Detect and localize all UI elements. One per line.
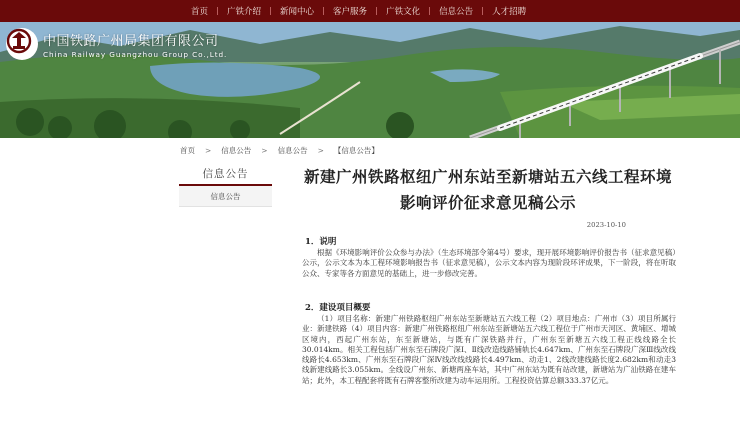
brand-name-en: China Railway Guangzhou Group Co.,Ltd.: [43, 49, 228, 59]
brand-logo[interactable]: [6, 28, 227, 60]
railway-logo-icon: [6, 28, 38, 60]
nav-item-news[interactable]: 新闻中心: [280, 7, 315, 17]
breadcrumb-arrow-icon: >: [205, 145, 212, 155]
breadcrumb-arrow-icon: >: [317, 145, 324, 155]
article-date: 2023-10-10: [586, 221, 626, 229]
section-body: 根据《环境影响评价公众参与办法》（生态环境部令第4号）要求，现开展环境影响评价报告书（征求意见稿）公示，公示文本为本工程环境影响报告书（征求意见稿），公示文本内容为现阶段环评成果，下一阶段，将在听取公众、专家等各方面意见的基础上，进一步修改完善。: [302, 248, 676, 278]
brand-text: [43, 30, 227, 59]
article: [296, 164, 680, 385]
top-nav-items: [182, 0, 535, 22]
top-nav-bar: [0, 0, 740, 22]
sidebar-title: 信息公告: [179, 162, 272, 186]
breadcrumb-announcements[interactable]: 信息公告: [221, 145, 252, 155]
section-heading: 2．建设项目概要: [305, 303, 371, 313]
breadcrumb: [180, 144, 379, 156]
section-body: （1）项目名称：新建广州铁路枢纽广州东站至新塘站五六线工程（2）项目地点：广州市（3）项目所属行业：新建铁路（4）项目内容：新建广州铁路枢纽广州东站至新塘站五六线工程位于广州市天河区、黄埔区、增城区境内，西起广州东站，东至新塘站，与既有广深铁路并行，广州东至新塘五六线工程正线线路全长30.014km。相关工程包括广州东至石牌段广深Ⅰ、Ⅱ线改造线路铺轨长4.647km、广州东至石牌段广深Ⅲ线改线线路长4.653km、广州东至石牌段广深Ⅳ线改线线路长4.497km、动走1、2线改建线路长度2.682km和动走3线新建线路长3.055km。全线设广州东、新塘两座车站，其中广州东站为既有站改建，新塘站为广汕铁路在建车站；此外，本工程配套将既有石牌客整所改建为动车运用所。工程投资估算总额333.37亿元。: [302, 314, 676, 385]
breadcrumb-home[interactable]: 首页: [180, 145, 195, 155]
breadcrumb-arrow-icon: >: [261, 145, 268, 155]
section-heading: 1．说明: [305, 237, 337, 247]
nav-item-home[interactable]: 首页: [191, 7, 209, 17]
breadcrumb-current: 【信息公告】: [333, 145, 379, 155]
article-section-description: [296, 236, 680, 279]
sidebar-item-announcements[interactable]: 信息公告: [179, 186, 272, 207]
nav-item-about[interactable]: 广铁介绍: [227, 7, 262, 17]
breadcrumb-announcements-sub[interactable]: 信息公告: [277, 145, 308, 155]
nav-item-culture[interactable]: 广铁文化: [386, 7, 421, 17]
nav-item-careers[interactable]: 人才招聘: [492, 7, 527, 17]
brand-name-cn: 中国铁路广州局集团有限公司: [43, 33, 219, 49]
nav-item-announcements[interactable]: 信息公告: [439, 7, 474, 17]
article-title: 新建广州铁路枢纽广州东站至新塘站五六线工程环境影响评价征求意见稿公示: [303, 167, 672, 212]
article-section-project-overview: [296, 302, 680, 386]
header-banner: [0, 22, 740, 138]
nav-item-customer-service[interactable]: 客户服务: [333, 7, 368, 17]
